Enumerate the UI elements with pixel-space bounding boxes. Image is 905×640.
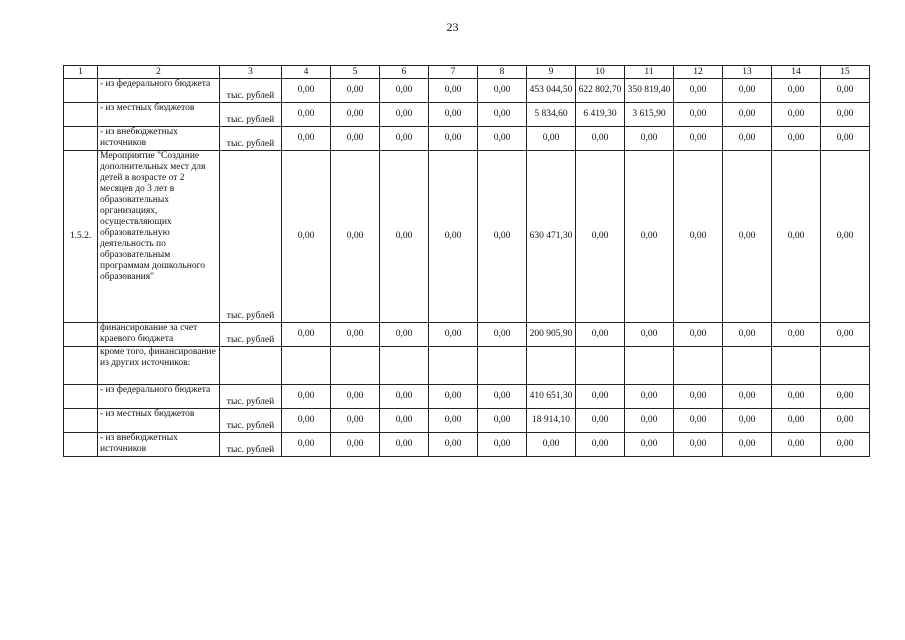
value-cell: 0,00 [821, 103, 870, 127]
header-row [64, 66, 870, 79]
value-cell: 0,00 [723, 409, 772, 433]
budget-table [63, 65, 870, 457]
value-cell: 0,00 [429, 385, 478, 409]
value-cell: 0,00 [331, 323, 380, 347]
column-header: 11 [625, 66, 674, 79]
table-body [64, 79, 870, 457]
value-cell: 0,00 [723, 103, 772, 127]
value-cell: 0,00 [674, 323, 723, 347]
value-cell [772, 347, 821, 385]
value-cell: 0,00 [478, 151, 527, 323]
value-cell: 0,00 [282, 385, 331, 409]
table-row [64, 409, 870, 433]
unit-cell: тыс. рублей [220, 151, 282, 323]
table-row [64, 103, 870, 127]
value-cell: 0,00 [380, 79, 429, 103]
value-cell: 0,00 [429, 409, 478, 433]
value-cell: 0,00 [576, 409, 625, 433]
value-cell [625, 347, 674, 385]
value-cell: 0,00 [478, 385, 527, 409]
table-row [64, 323, 870, 347]
value-cell: 410 651,30 [527, 385, 576, 409]
value-cell: 0,00 [478, 409, 527, 433]
value-cell: 0,00 [576, 127, 625, 151]
value-cell: 0,00 [429, 127, 478, 151]
unit-cell: тыс. рублей [220, 409, 282, 433]
row-name-cell: Мероприятие "Создание дополнительных мест для детей в возрасте от 2 месяцев до 3 лет в образовательных организациях, осуществляющих образовательную деятельность по образовательным программам дошкольного образования" [98, 151, 220, 323]
row-number-cell [64, 323, 98, 347]
row-name-cell: - из федерального бюджета [98, 79, 220, 103]
value-cell: 0,00 [625, 151, 674, 323]
value-cell: 0,00 [380, 151, 429, 323]
unit-cell: тыс. рублей [220, 127, 282, 151]
row-number-cell [64, 385, 98, 409]
value-cell: 0,00 [380, 323, 429, 347]
value-cell [821, 347, 870, 385]
value-cell: 0,00 [429, 323, 478, 347]
column-header: 14 [772, 66, 821, 79]
value-cell: 0,00 [723, 323, 772, 347]
row-name-cell: - из внебюджетных источников [98, 127, 220, 151]
value-cell: 0,00 [331, 151, 380, 323]
value-cell: 0,00 [282, 79, 331, 103]
value-cell: 0,00 [772, 79, 821, 103]
value-cell: 0,00 [576, 151, 625, 323]
value-cell: 0,00 [429, 79, 478, 103]
value-cell: 0,00 [478, 127, 527, 151]
value-cell: 0,00 [772, 151, 821, 323]
column-header: 5 [331, 66, 380, 79]
value-cell: 0,00 [380, 409, 429, 433]
value-cell: 0,00 [527, 433, 576, 457]
value-cell: 0,00 [380, 385, 429, 409]
value-cell [429, 347, 478, 385]
value-cell: 0,00 [674, 151, 723, 323]
table-row [64, 385, 870, 409]
value-cell [527, 347, 576, 385]
value-cell [478, 347, 527, 385]
row-number-cell: 1.5.2. [64, 151, 98, 323]
value-cell: 0,00 [772, 103, 821, 127]
column-header: 4 [282, 66, 331, 79]
column-header: 10 [576, 66, 625, 79]
value-cell: 0,00 [723, 79, 772, 103]
value-cell: 0,00 [674, 79, 723, 103]
value-cell: 0,00 [772, 385, 821, 409]
unit-cell [220, 347, 282, 385]
value-cell: 0,00 [576, 385, 625, 409]
value-cell: 0,00 [674, 103, 723, 127]
row-number-cell [64, 127, 98, 151]
row-name-cell: - из внебюджетных источников [98, 433, 220, 457]
value-cell: 0,00 [821, 409, 870, 433]
value-cell: 0,00 [772, 127, 821, 151]
value-cell: 0,00 [821, 151, 870, 323]
column-header: 3 [220, 66, 282, 79]
table-row [64, 433, 870, 457]
table-row [64, 347, 870, 385]
row-name-cell: - из федерального бюджета [98, 385, 220, 409]
column-header: 8 [478, 66, 527, 79]
value-cell: 0,00 [478, 323, 527, 347]
value-cell: 0,00 [380, 103, 429, 127]
value-cell [723, 347, 772, 385]
unit-cell: тыс. рублей [220, 385, 282, 409]
row-name-cell: - из местных бюджетов [98, 103, 220, 127]
value-cell: 0,00 [429, 151, 478, 323]
table-row [64, 151, 870, 323]
value-cell: 0,00 [723, 385, 772, 409]
table-row [64, 79, 870, 103]
value-cell: 0,00 [380, 433, 429, 457]
value-cell: 622 802,70 [576, 79, 625, 103]
value-cell: 0,00 [674, 385, 723, 409]
page-number: 23 [446, 20, 459, 34]
column-header: 12 [674, 66, 723, 79]
value-cell: 0,00 [331, 79, 380, 103]
row-name-cell: финансирование за счет краевого бюджета [98, 323, 220, 347]
value-cell [282, 347, 331, 385]
value-cell: 0,00 [331, 385, 380, 409]
value-cell: 0,00 [625, 385, 674, 409]
value-cell: 0,00 [674, 127, 723, 151]
value-cell: 0,00 [282, 323, 331, 347]
column-header: 15 [821, 66, 870, 79]
value-cell: 0,00 [380, 127, 429, 151]
table-row [64, 127, 870, 151]
unit-cell: тыс. рублей [220, 79, 282, 103]
unit-cell: тыс. рублей [220, 433, 282, 457]
column-header: 2 [98, 66, 220, 79]
value-cell: 0,00 [429, 103, 478, 127]
value-cell [674, 347, 723, 385]
value-cell: 0,00 [674, 433, 723, 457]
value-cell: 0,00 [331, 409, 380, 433]
value-cell: 0,00 [772, 433, 821, 457]
column-header: 1 [64, 66, 98, 79]
value-cell: 0,00 [576, 323, 625, 347]
value-cell: 0,00 [282, 151, 331, 323]
value-cell: 453 044,50 [527, 79, 576, 103]
value-cell: 0,00 [625, 433, 674, 457]
value-cell: 0,00 [478, 79, 527, 103]
value-cell: 0,00 [723, 127, 772, 151]
value-cell: 0,00 [772, 409, 821, 433]
value-cell: 0,00 [478, 433, 527, 457]
value-cell: 0,00 [625, 409, 674, 433]
value-cell: 0,00 [625, 127, 674, 151]
value-cell: 0,00 [429, 433, 478, 457]
value-cell: 3 615,90 [625, 103, 674, 127]
value-cell: 0,00 [723, 433, 772, 457]
row-number-cell [64, 103, 98, 127]
value-cell: 0,00 [331, 433, 380, 457]
value-cell: 0,00 [821, 385, 870, 409]
value-cell [576, 347, 625, 385]
unit-cell: тыс. рублей [220, 323, 282, 347]
row-number-cell [64, 347, 98, 385]
value-cell: 0,00 [282, 103, 331, 127]
value-cell: 0,00 [527, 127, 576, 151]
value-cell: 0,00 [723, 151, 772, 323]
column-header: 9 [527, 66, 576, 79]
value-cell: 5 834,60 [527, 103, 576, 127]
value-cell: 630 471,30 [527, 151, 576, 323]
value-cell: 0,00 [331, 103, 380, 127]
value-cell: 0,00 [821, 323, 870, 347]
column-header: 6 [380, 66, 429, 79]
column-header: 13 [723, 66, 772, 79]
value-cell: 0,00 [772, 323, 821, 347]
value-cell [331, 347, 380, 385]
value-cell: 0,00 [576, 433, 625, 457]
value-cell: 0,00 [478, 103, 527, 127]
column-header: 7 [429, 66, 478, 79]
row-number-cell [64, 79, 98, 103]
row-number-cell [64, 409, 98, 433]
unit-cell: тыс. рублей [220, 103, 282, 127]
value-cell: 0,00 [282, 127, 331, 151]
value-cell: 6 419,30 [576, 103, 625, 127]
value-cell: 0,00 [625, 323, 674, 347]
value-cell: 350 819,40 [625, 79, 674, 103]
value-cell: 0,00 [674, 409, 723, 433]
value-cell: 0,00 [331, 127, 380, 151]
value-cell: 0,00 [282, 409, 331, 433]
row-name-cell: - из местных бюджетов [98, 409, 220, 433]
row-number-cell [64, 433, 98, 457]
value-cell: 0,00 [821, 127, 870, 151]
value-cell: 18 914,10 [527, 409, 576, 433]
value-cell: 0,00 [821, 433, 870, 457]
value-cell: 0,00 [282, 433, 331, 457]
value-cell [380, 347, 429, 385]
row-name-cell: кроме того, финансирование из других источников: [98, 347, 220, 385]
value-cell: 200 905,90 [527, 323, 576, 347]
value-cell: 0,00 [821, 79, 870, 103]
